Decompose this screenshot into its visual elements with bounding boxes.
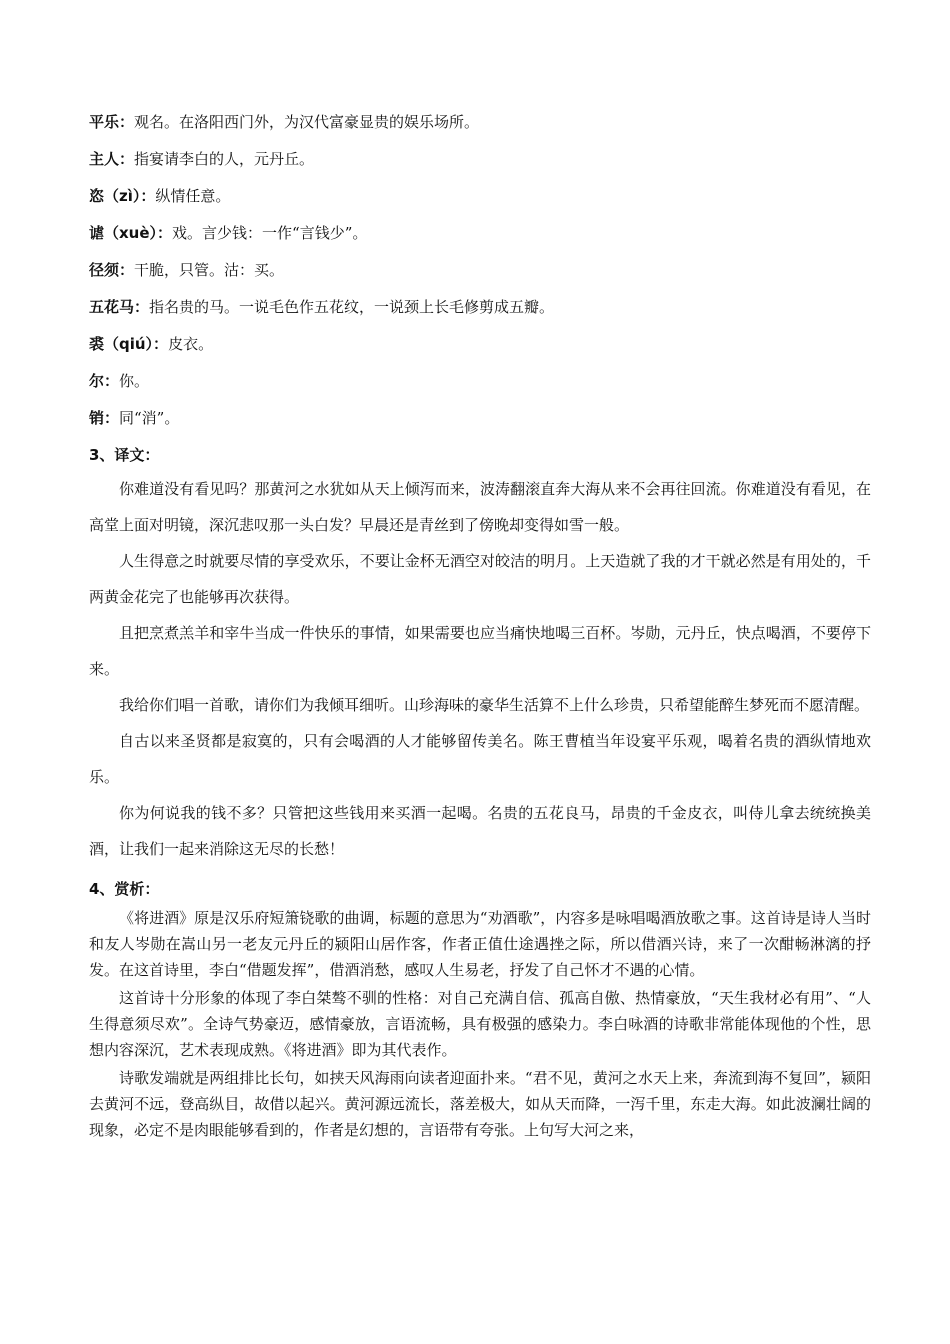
gloss-item [89, 297, 871, 317]
translation-paragraph: 我给你们唱一首歌，请你们为我倾耳细听。山珍海味的豪华生活算不上什么珍贵，只希望能醉生梦死而不愿清醒。 [119, 696, 870, 714]
gloss-term: 销： [89, 409, 120, 427]
gloss-term: 径须： [89, 261, 135, 279]
gloss-term: 五花马： [89, 298, 150, 316]
gloss-term: 恣（zì）： [89, 187, 156, 205]
gloss-term: 主人： [89, 150, 135, 168]
gloss-definition: 戏。言少钱：一作“言钱少”。 [172, 224, 368, 242]
appreciation-paragraph: 《将进酒》原是汉乐府短箫铙歌的曲调，标题的意思为“劝酒歌”，内容多是咏唱喝酒放歌之事。这首诗是诗人当时和友人岑勋在嵩山另一老友元丹丘的颍阳山居作客，作者正值仕途遇挫之际，所以借酒兴诗，来了一次酣畅淋漓的抒发。在这首诗里，李白“借题发挥”，借酒消愁，感叹人生易老，抒发了自己怀才不遇的心情。 [89, 909, 871, 979]
gloss-definition: 同“消”。 [119, 409, 180, 427]
gloss-definition: 干脆，只管。沽：买。 [134, 261, 285, 279]
appreciation-paragraph: 这首诗十分形象的体现了李白桀骜不驯的性格：对自己充满自信、孤高自傲、热情豪放，“天生我材必有用”、“人生得意须尽欢”。全诗气势豪迈，感情豪放，言语流畅，具有极强的感染力。李白咏酒的诗歌非常能体现他的个性，思想内容深沉，艺术表现成熟。《将进酒》即为其代表作。 [89, 989, 871, 1059]
appreciation-section [89, 905, 871, 1143]
translation-heading: 3、译文： [89, 446, 160, 464]
appreciation-heading: 4、赏析： [89, 880, 160, 898]
gloss-item [89, 223, 871, 243]
glossary [89, 112, 871, 428]
gloss-term: 尔： [89, 372, 120, 390]
gloss-item [89, 371, 871, 391]
translation-section [89, 471, 871, 867]
gloss-definition: 皮衣。 [168, 335, 214, 353]
page-content [89, 112, 871, 1145]
gloss-term: 裘（qiú）： [89, 335, 169, 353]
gloss-term: 平乐： [89, 113, 135, 131]
translation-paragraph: 且把烹煮羔羊和宰牛当成一件快乐的事情，如果需要也应当痛快地喝三百杯。岑勋，元丹丘，快点喝酒，不要停下来。 [89, 624, 871, 678]
gloss-item [89, 186, 871, 206]
gloss-definition: 你。 [119, 372, 150, 390]
gloss-item [89, 334, 871, 354]
gloss-definition: 指名贵的马。一说毛色作五花纹，一说颈上长毛修剪成五瓣。 [149, 298, 555, 316]
translation-paragraph: 你难道没有看见吗？那黄河之水犹如从天上倾泻而来，波涛翻滚直奔大海从来不会再往回流。你难道没有看见，在高堂上面对明镜，深沉悲叹那一头白发？早晨还是青丝到了傍晚却变得如雪一般。 [89, 480, 871, 534]
translation-paragraph: 你为何说我的钱不多？只管把这些钱用来买酒一起喝。名贵的五花良马，昂贵的千金皮衣，叫侍儿拿去统统换美酒，让我们一起来消除这无尽的长愁！ [89, 804, 871, 858]
gloss-term: 谑（xuè）： [89, 224, 173, 242]
gloss-item [89, 112, 871, 132]
translation-paragraph: 自古以来圣贤都是寂寞的，只有会喝酒的人才能够留传美名。陈王曹植当年设宴平乐观，喝着名贵的酒纵情地欢乐。 [89, 732, 871, 786]
translation-paragraph: 人生得意之时就要尽情的享受欢乐，不要让金杯无酒空对皎洁的明月。上天造就了我的才干就必然是有用处的，千两黄金花完了也能够再次获得。 [89, 552, 871, 606]
gloss-item [89, 149, 871, 169]
appreciation-paragraph: 诗歌发端就是两组排比长句，如挟天风海雨向读者迎面扑来。“君不见，黄河之水天上来，奔流到海不复回”，颍阳去黄河不远，登高纵目，故借以起兴。黄河源远流长，落差极大，如从天而降，一泻千里，东走大海。如此波澜壮阔的现象，必定不是肉眼能够看到的，作者是幻想的，言语带有夸张。上句写大河之来， [89, 1069, 871, 1139]
gloss-definition: 纵情任意。 [155, 187, 231, 205]
gloss-definition: 指宴请李白的人，元丹丘。 [134, 150, 315, 168]
gloss-item [89, 260, 871, 280]
gloss-definition: 观名。在洛阳西门外，为汉代富豪显贵的娱乐场所。 [134, 113, 480, 131]
gloss-item [89, 408, 871, 428]
